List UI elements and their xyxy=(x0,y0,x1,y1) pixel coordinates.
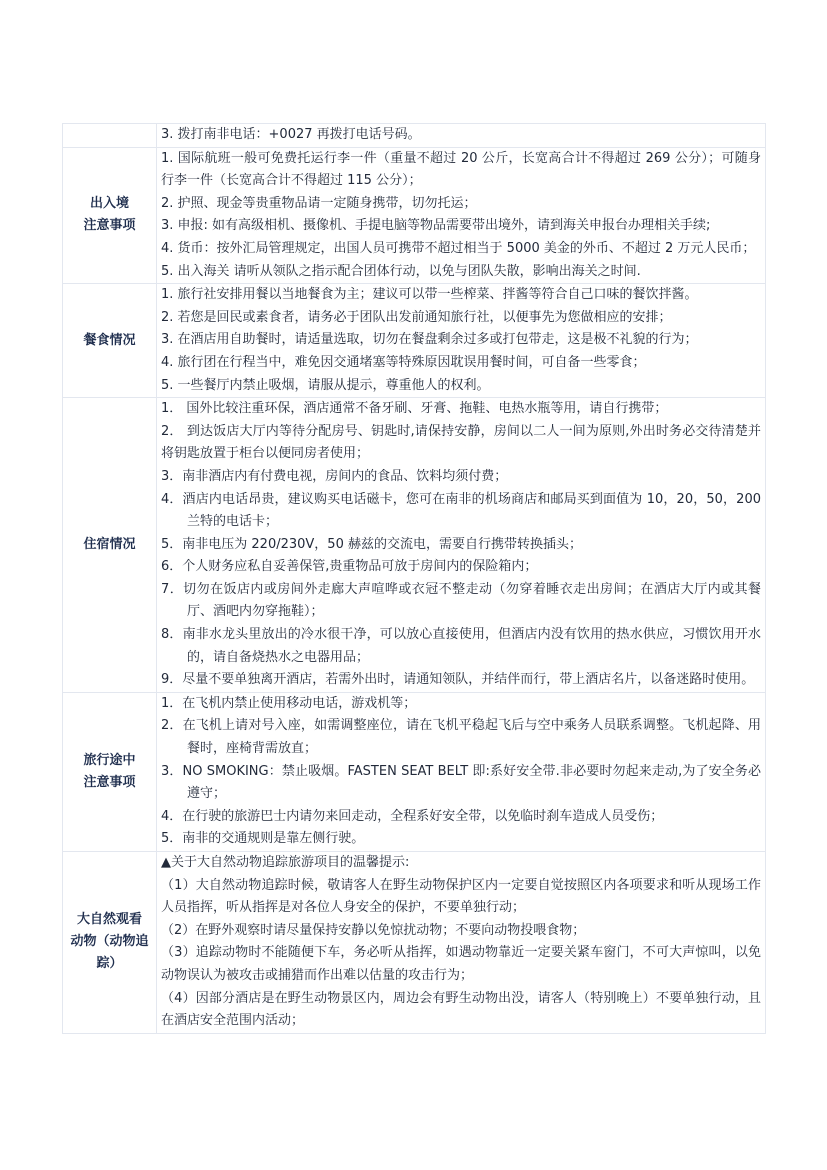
table-row xyxy=(63,692,766,851)
list-item: 8．南非水龙头里放出的冷水很干净，可以放心直接使用，但酒店内没有饮用的热水供应，习惯饮用开水的，请自备烧热水之电器用品； xyxy=(161,627,761,665)
list-item: 2. 护照、现金等贵重物品请一定随身携带，切勿托运； xyxy=(161,195,477,211)
row-body xyxy=(157,852,766,1034)
header-line: 大自然观看 xyxy=(76,912,142,928)
list-item: （2）在野外观察时请尽量保持安静以免惊扰动物；不要向动物投喂食物； xyxy=(161,922,586,938)
list-item: 5. 出入海关 请听从领队之指示配合团体行动，以免与团队失散，影响出海关之时间. xyxy=(161,263,641,279)
list-item: 2. 若您是回民或素食者，请务必于团队出发前通知旅行社，以便事先为您做相应的安排； xyxy=(161,309,672,325)
list-item: 2．在飞机上请对号入座，如需调整座位，请在飞机平稳起飞后与空中乘务人员联系调整。飞机起降、用餐时，座椅背需放直； xyxy=(161,718,761,757)
header-line: 出入境 xyxy=(89,196,129,212)
header-line: 餐食情况 xyxy=(83,332,136,348)
list-item: 2． 到达饭店大厅内等待分配房号、钥匙时,请保持安静，房间以二人一间为原则,外出时务必交待清楚并将钥匙放置于柜台以便同房者使用； xyxy=(161,423,761,462)
row-body xyxy=(157,147,766,284)
table-row xyxy=(63,852,766,1034)
row-header xyxy=(63,398,157,693)
list-item: 4. 旅行团在行程当中，难免因交通堵塞等特殊原因耽误用餐时间，可自备一些零食； xyxy=(161,354,646,370)
list-item: 1． 国外比较注重环保，酒店通常不备牙刷、牙膏、拖鞋、电热水瓶等用，请自行携带； xyxy=(161,401,668,417)
table-row xyxy=(63,284,766,398)
row-header xyxy=(63,284,157,398)
list-item: 4．酒店内电话昂贵，建议购买电话磁卡，您可在南非的机场商店和邮局买到面值为 10，20，50，200 兰特的电话卡； xyxy=(161,491,761,530)
header-line: 注意事项 xyxy=(83,218,136,234)
row-header xyxy=(63,147,157,284)
list-item: 3．NO SMOKING：禁止吸烟。FASTEN SEAT BELT 即:系好安全带.非必要时勿起来走动,为了安全务必遵守； xyxy=(161,763,761,802)
row-body xyxy=(157,692,766,851)
list-item: 9．尽量不要单独离开酒店，若需外出时，请通知领队，并结伴而行，带上酒店名片，以备迷路时使用。 xyxy=(161,672,755,688)
header-line: 动物（动物追 xyxy=(70,934,149,950)
header-line: 旅行途中 xyxy=(83,752,136,768)
row-body xyxy=(157,398,766,693)
row-body xyxy=(157,124,766,148)
list-item: 5．南非电压为 220/230V，50 赫兹的交流电，需要自行携带转换插头； xyxy=(161,536,582,552)
list-item: 3. 申报: 如有高级相机、摄像机、手提电脑等物品需要带出境外，请到海关申报台办理相关手续; xyxy=(161,218,711,234)
list-item: （4）因部分酒店是在野生动物景区内，周边会有野生动物出没，请客人（特别晚上）不要单独行动，且在酒店安全范围内活动； xyxy=(161,990,761,1029)
header-line: 注意事项 xyxy=(83,774,136,790)
row-body xyxy=(157,284,766,398)
list-item: 1．在飞机内禁止使用移动电话，游戏机等； xyxy=(161,695,417,711)
header-line: 住宿情况 xyxy=(83,536,136,552)
row-header xyxy=(63,852,157,1034)
header-line: 踪） xyxy=(96,956,123,972)
table-row xyxy=(63,124,766,148)
list-item: 6．个人财务应私自妥善保管,贵重物品可放于房间内的保险箱内； xyxy=(161,559,538,575)
list-item: 1. 旅行社安排用餐以当地餐食为主；建议可以带一些榨菜、拌酱等符合自己口味的餐饮拌酱。 xyxy=(161,287,698,303)
list-item: 3. 拨打南非电话：+0027 再拨打电话号码。 xyxy=(161,127,421,142)
list-item: 1. 国际航班一般可免费托运行李一件（重量不超过 20 公斤，长宽高合计不得超过 269 公分）；可随身行李一件（长宽高合计不得超过 115 公分）； xyxy=(161,150,761,189)
list-item: 3．南非酒店内有付费电视，房间内的食品、饮料均须付费； xyxy=(161,468,508,484)
list-item: （1）大自然动物追踪时候，敬请客人在野生动物保护区内一定要自觉按照区内各项要求和听从现场工作人员指挥，听从指挥是对各位人身安全的保护，不要单独行动； xyxy=(161,877,761,916)
list-item: ▲关于大自然动物追踪旅游项目的温馨提示: xyxy=(161,855,410,870)
list-item: 7．切勿在饭店内或房间外走廊大声喧哗或衣冠不整走动（勿穿着睡衣走出房间；在酒店大厅内或其餐厅、酒吧内勿穿拖鞋）； xyxy=(161,581,761,620)
list-item: 4. 货币：按外汇局管理规定，出国人员可携带不超过相当于 5000 美金的外币、不超过 2 万元人民币； xyxy=(161,240,756,256)
list-item: 3. 在酒店用自助餐时，请适量选取，切勿在餐盘剩余过多或打包带走，这是极不礼貌的行为； xyxy=(161,332,698,348)
list-item: 5. 一些餐厅内禁止吸烟，请服从提示，尊重他人的权利。 xyxy=(161,377,490,393)
list-item: 5．南非的交通规则是靠左侧行驶。 xyxy=(161,831,365,847)
list-item: （3）追踪动物时不能随便下车，务必听从指挥，如遇动物靠近一定要关紧车窗门，不可大声惊叫，以免动物误认为被攻击或捕猎而作出难以估量的攻击行为； xyxy=(161,945,761,983)
table-row xyxy=(63,147,766,284)
row-header xyxy=(63,124,157,148)
notice-table xyxy=(62,123,766,1034)
list-item: 4．在行驶的旅游巴士内请勿来回走动，全程系好安全带，以免临时刹车造成人员受伤； xyxy=(161,808,664,824)
table-row xyxy=(63,398,766,693)
row-header xyxy=(63,692,157,851)
